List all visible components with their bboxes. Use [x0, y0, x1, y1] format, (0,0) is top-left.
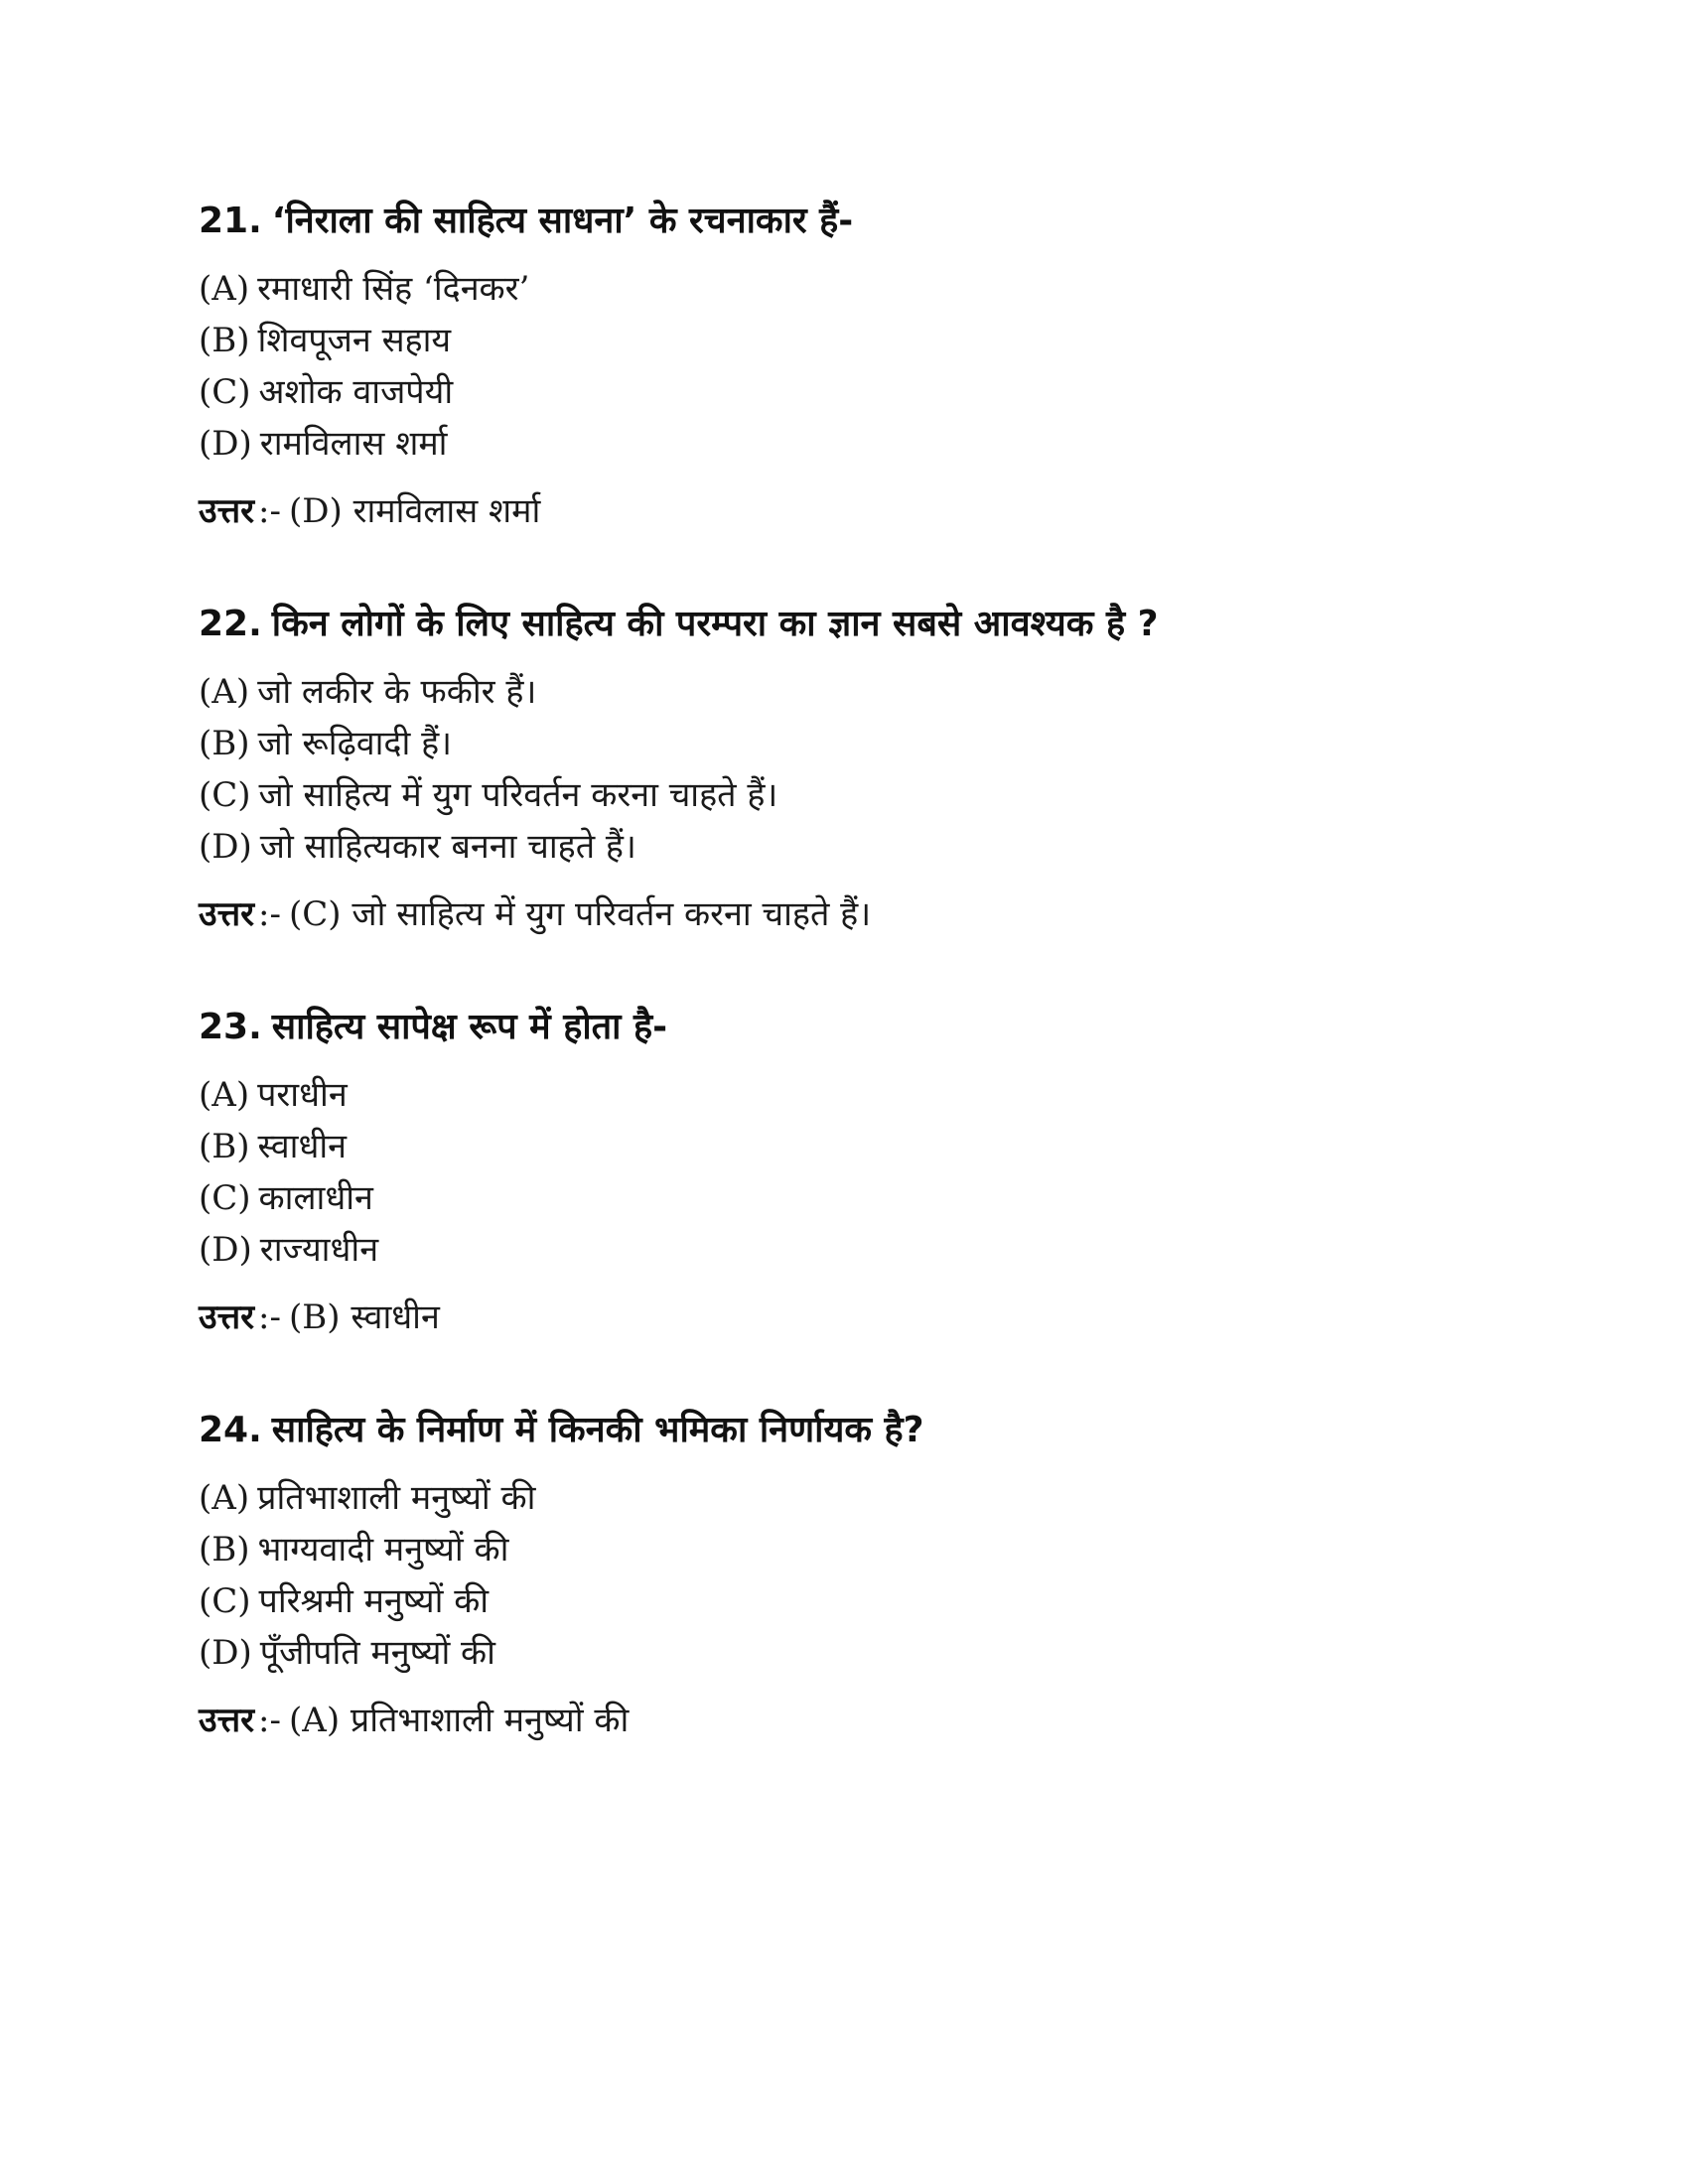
question-24 [199, 1403, 1509, 1748]
option-d [199, 821, 1509, 873]
answer-label: उत्तर [199, 1701, 255, 1740]
question-number: 21. [199, 201, 262, 241]
answer-text: (B) स्वाधीन [289, 1297, 440, 1337]
option-key: (A) [199, 1478, 250, 1518]
option-key: (A) [199, 269, 250, 309]
option-key: (A) [199, 672, 250, 712]
option-text: जो साहित्यकार बनना चाहते हैं। [259, 827, 636, 867]
answer-line [199, 1693, 1509, 1748]
option-text: प्रतिभाशाली मनुष्यों की [257, 1478, 536, 1518]
option-list [199, 666, 1509, 873]
option-text: जो साहित्य में युग परिवर्तन करना चाहते हैं। [258, 775, 778, 815]
option-key: (A) [199, 1075, 250, 1115]
option-key: (D) [199, 1633, 252, 1673]
option-key: (C) [199, 775, 251, 815]
option-c [199, 769, 1509, 821]
question-22 [199, 597, 1509, 942]
option-text: परिश्रमी मनुष्यों की [258, 1581, 490, 1621]
option-text: जो लकीर के फकीर हैं। [257, 672, 537, 712]
question-number: 22. [199, 604, 262, 644]
option-text: शिवपूजन सहाय [257, 321, 452, 360]
option-key: (D) [199, 1230, 252, 1270]
option-text: अशोक वाजपेयी [258, 372, 454, 412]
answer-separator: :- [258, 1297, 281, 1337]
option-d [199, 1627, 1509, 1679]
option-key: (C) [199, 372, 251, 412]
answer-label: उत्तर [199, 491, 255, 531]
question-title [199, 194, 1509, 249]
answer-line [199, 483, 1509, 539]
question-21 [199, 194, 1509, 539]
question-title [199, 1403, 1509, 1458]
option-text: पूँजीपति मनुष्यों की [259, 1633, 495, 1673]
option-list [199, 1069, 1509, 1276]
option-a [199, 1472, 1509, 1524]
question-text: किन लोगों के लिए साहित्य की परम्परा का ज्ञान सबसे आवश्यक है ? [271, 604, 1159, 644]
question-title [199, 597, 1509, 652]
option-key: (D) [199, 827, 252, 867]
answer-text: (C) जो साहित्य में युग परिवर्तन करना चाहते हैं। [289, 894, 872, 934]
option-b [199, 315, 1509, 366]
option-list [199, 263, 1509, 470]
option-a [199, 263, 1509, 315]
option-b [199, 1121, 1509, 1172]
option-key: (D) [199, 424, 252, 464]
option-d [199, 1224, 1509, 1276]
question-23 [199, 1000, 1509, 1345]
option-key: (C) [199, 1178, 251, 1218]
answer-separator: :- [258, 894, 281, 934]
option-c [199, 1172, 1509, 1224]
option-key: (C) [199, 1581, 251, 1621]
option-a [199, 666, 1509, 718]
question-text: साहित्य सापेक्ष रूप में होता है- [271, 1007, 668, 1047]
answer-line [199, 1290, 1509, 1345]
option-key: (B) [199, 724, 250, 763]
answer-line [199, 887, 1509, 942]
option-d [199, 418, 1509, 470]
question-text: ‘निराला की साहित्य साधना’ के रचनाकार हैं- [271, 201, 854, 241]
document-page [199, 194, 1509, 1748]
question-text: साहित्य के निर्माण में किनकी भमिका निर्णायक है? [271, 1410, 924, 1450]
option-a [199, 1069, 1509, 1121]
option-c [199, 366, 1509, 418]
question-number: 23. [199, 1007, 262, 1047]
answer-text: (A) प्रतिभाशाली मनुष्यों की [289, 1701, 630, 1740]
option-list [199, 1472, 1509, 1679]
option-text: स्वाधीन [257, 1127, 348, 1166]
answer-label: उत्तर [199, 1297, 255, 1337]
option-key: (B) [199, 321, 250, 360]
answer-label: उत्तर [199, 894, 255, 934]
option-text: जो रूढ़िवादी हैं। [257, 724, 453, 763]
option-key: (B) [199, 1127, 250, 1166]
question-number: 24. [199, 1410, 262, 1450]
option-text: रमाधारी सिंह ‘दिनकर’ [257, 269, 530, 309]
option-text: राज्याधीन [259, 1230, 379, 1270]
option-b [199, 718, 1509, 769]
option-c [199, 1575, 1509, 1627]
answer-separator: :- [258, 1701, 281, 1740]
answer-separator: :- [258, 491, 281, 531]
answer-text: (D) रामविलास शर्मा [289, 491, 541, 531]
option-b [199, 1524, 1509, 1575]
option-text: पराधीन [257, 1075, 348, 1115]
option-text: रामविलास शर्मा [259, 424, 448, 464]
option-key: (B) [199, 1530, 250, 1570]
question-title [199, 1000, 1509, 1055]
option-text: भाग्यवादी मनुष्यों की [257, 1530, 509, 1570]
option-text: कालाधीन [258, 1178, 373, 1218]
